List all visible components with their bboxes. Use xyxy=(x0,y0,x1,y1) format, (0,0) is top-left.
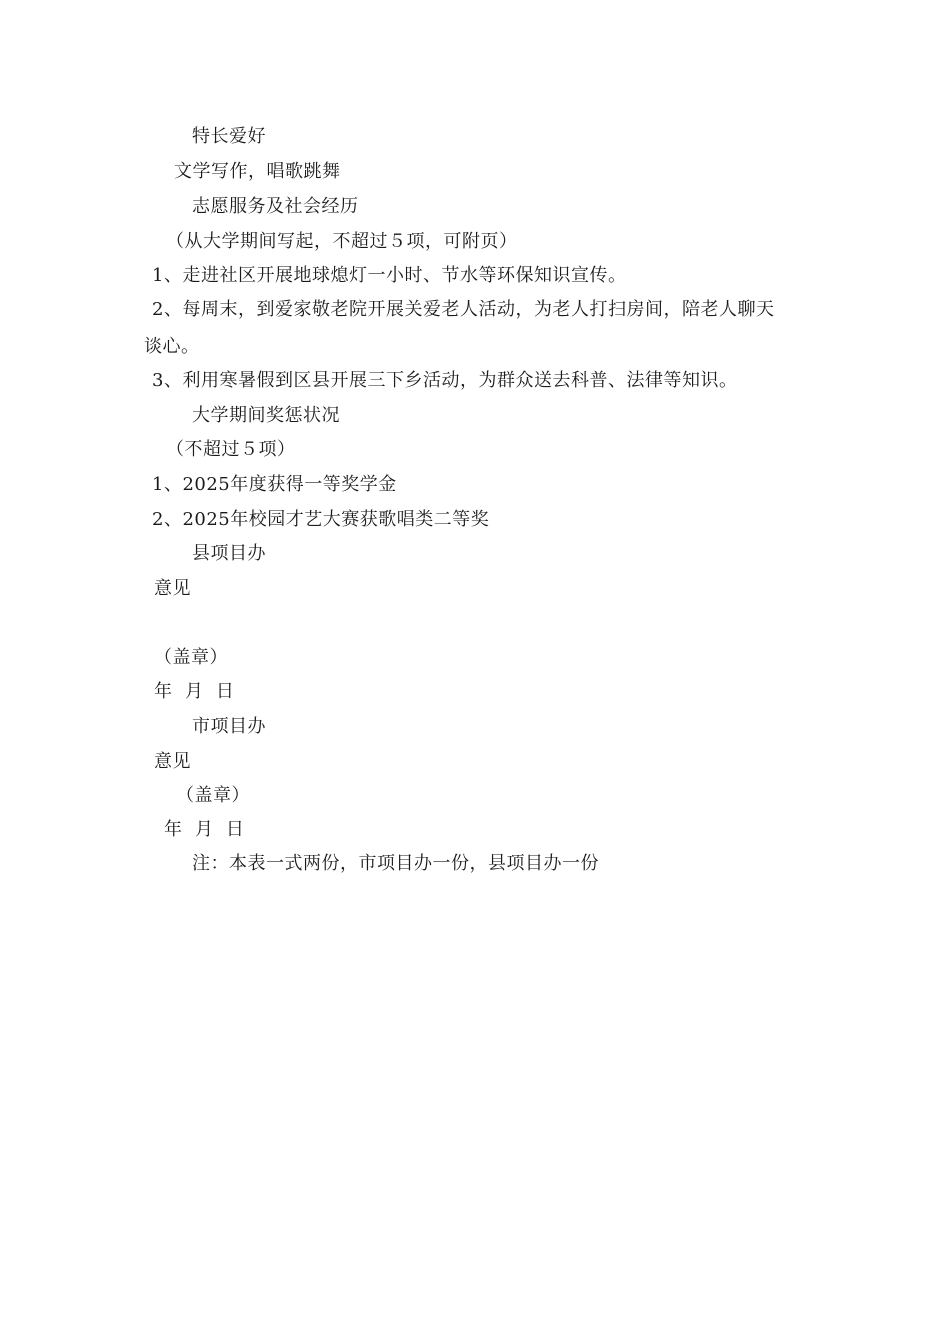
county-date-label: 年 月 日 xyxy=(154,681,235,702)
volunteer-item: 3、利用寒暑假到区县开展三下乡活动，为群众送去科普、法律等知识。 xyxy=(152,370,738,391)
city-office-heading: 市项目办 xyxy=(192,716,266,737)
award-item: 2、2025年校园才艺大赛获歌唱类二等奖 xyxy=(152,509,490,530)
volunteer-note: （从大学期间写起，不超过５项，可附页） xyxy=(166,231,518,252)
city-seal-label: （盖章） xyxy=(176,785,250,806)
volunteer-item: 1、走进社区开展地球熄灯一小时、节水等环保知识宣传。 xyxy=(152,265,627,286)
hobbies-heading: 特长爱好 xyxy=(192,126,266,147)
county-seal-label: （盖章） xyxy=(154,647,228,668)
hobbies-value: 文学写作，唱歌跳舞 xyxy=(174,161,341,182)
footnote: 注：本表一式两份，市项目办一份，县项目办一份 xyxy=(192,853,599,874)
awards-heading: 大学期间奖惩状况 xyxy=(192,405,340,426)
county-office-heading: 县项目办 xyxy=(192,543,266,564)
volunteer-item: 2、每周末，到爱家敬老院开展关爱老人活动，为老人打扫房间，陪老人聊天 xyxy=(152,299,775,320)
county-opinion-label: 意见 xyxy=(154,578,191,599)
volunteer-heading: 志愿服务及社会经历 xyxy=(192,196,359,217)
award-item: 1、2025年度获得一等奖学金 xyxy=(152,474,397,495)
volunteer-item-continuation: 谈心。 xyxy=(144,336,200,357)
awards-note: （不超过５项） xyxy=(166,439,296,460)
city-opinion-label: 意见 xyxy=(154,751,191,772)
city-date-label: 年 月 日 xyxy=(164,819,245,840)
